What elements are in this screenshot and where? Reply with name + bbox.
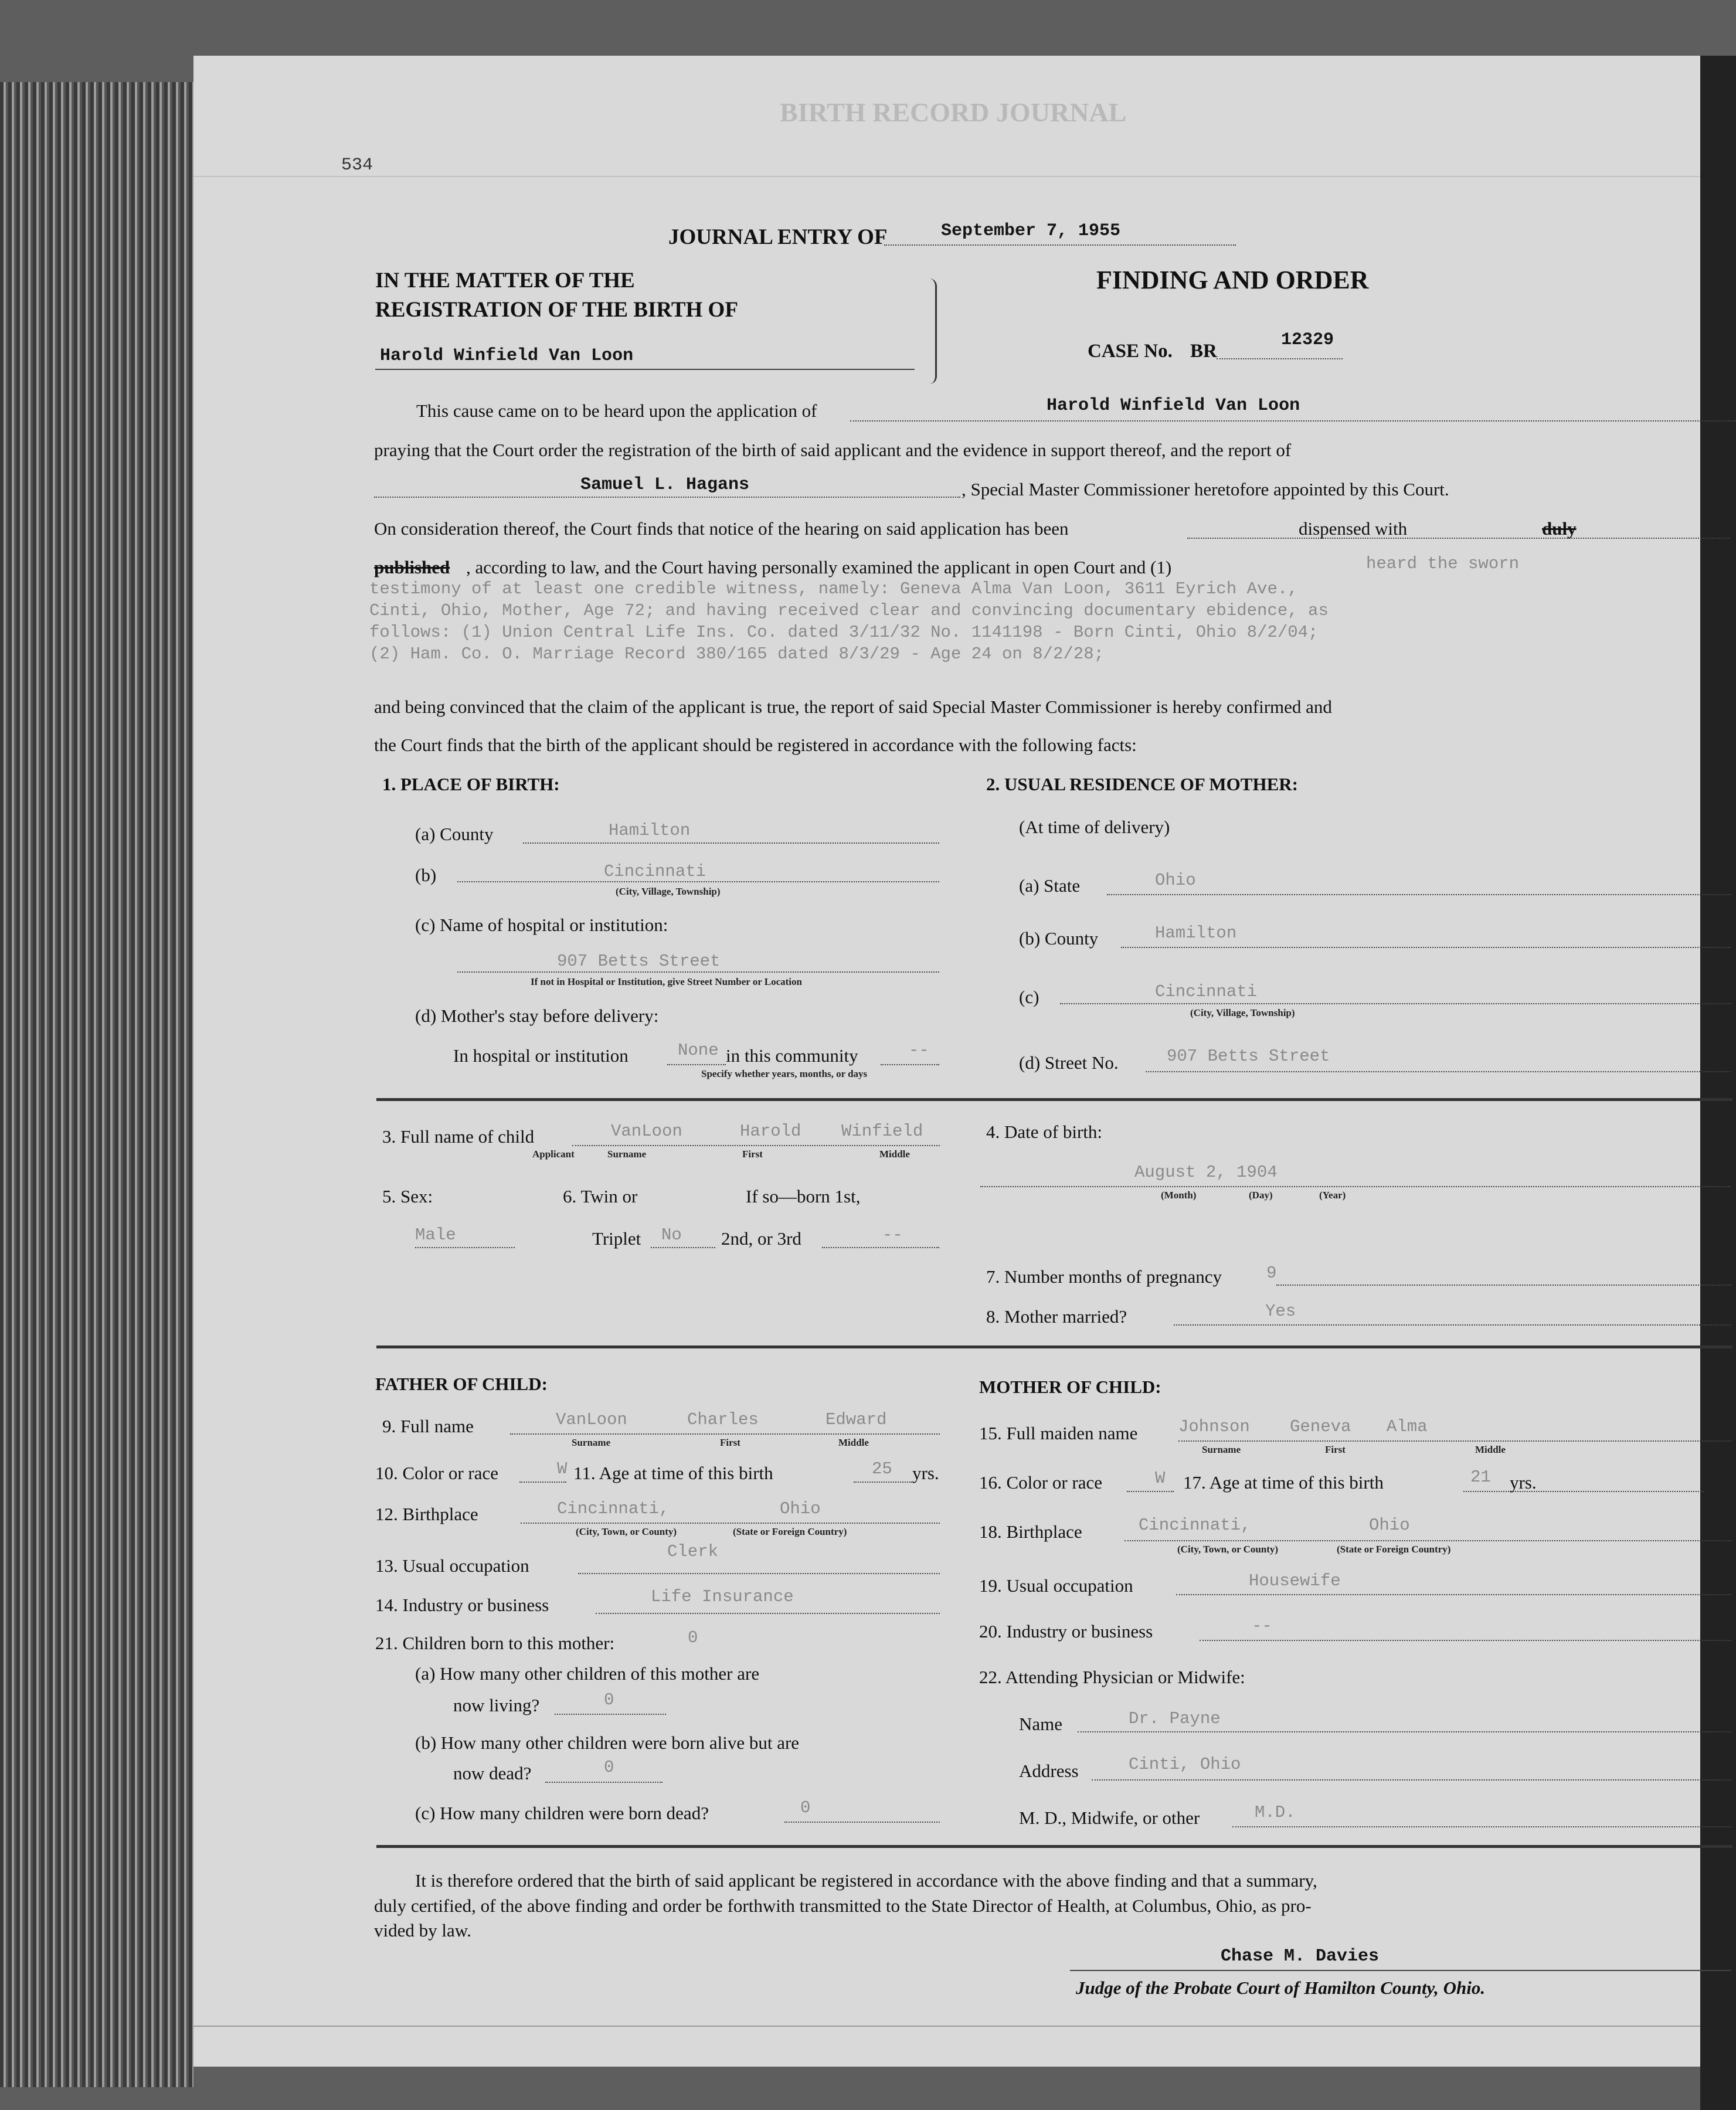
father-age: 25 xyxy=(872,1459,892,1479)
testimony-line-4: follows: (1) Union Central Life Ins. Co. dated 3/11/32 No. 1141198 - Born Cinti, Ohio 8/2/04; xyxy=(369,623,1319,642)
mother-birthplace-label: 18. Birthplace xyxy=(979,1521,1082,1542)
mother-cap-first: First xyxy=(1325,1444,1346,1455)
testimony-line-2: testimony of at least one credible witness, namely: Geneva Alma Van Loon, 3611 Eyrich Ave., xyxy=(369,579,1298,599)
pob-city-caption: (City, Village, Township) xyxy=(616,886,721,897)
physician-label: 22. Attending Physician or Midwife: xyxy=(979,1667,1245,1687)
sex-label: 5. Sex: xyxy=(382,1186,433,1207)
dob-label: 4. Date of birth: xyxy=(986,1122,1103,1142)
father-cap-city: (City, Town, or County) xyxy=(576,1526,677,1537)
mother-heading: MOTHER OF CHILD: xyxy=(979,1377,1161,1397)
children-a-line-2: now living? xyxy=(453,1695,540,1715)
mother-yrs: yrs. xyxy=(1510,1472,1537,1493)
father-birthplace-label: 12. Birthplace xyxy=(375,1504,478,1524)
mother-name-label: 15. Full maiden name xyxy=(979,1423,1138,1443)
born-order: -- xyxy=(882,1225,903,1245)
body-p1-d: On consideration thereof, the Court finds that notice of the hearing on said application has been xyxy=(374,518,1069,539)
child-first: Harold xyxy=(740,1122,801,1141)
mother-middle: Alma xyxy=(1387,1417,1428,1436)
mother-occupation: Housewife xyxy=(1249,1571,1341,1591)
father-race-label: 10. Color or race xyxy=(375,1463,499,1483)
pob-hospital-label: (c) Name of hospital or institution: xyxy=(415,915,668,935)
children-a-line-1: (a) How many other children of this mother are xyxy=(415,1663,760,1684)
physician-address-label: Address xyxy=(1019,1761,1079,1781)
mother-age-label: 17. Age at time of this birth xyxy=(1183,1472,1384,1493)
residence-sub: (At time of delivery) xyxy=(1019,817,1170,837)
sex-value: Male xyxy=(415,1225,456,1245)
pob-county: Hamilton xyxy=(609,821,691,840)
page-number-stamp: 534 xyxy=(341,155,373,175)
father-occupation-label: 13. Usual occupation xyxy=(375,1555,529,1576)
father-cap-state: (State or Foreign Country) xyxy=(733,1526,847,1537)
pob-stay-caption: Specify whether years, months, or days xyxy=(701,1068,868,1079)
matter-name: Harold Winfield Van Loon xyxy=(380,346,634,366)
pob-county-label: (a) County xyxy=(415,824,494,844)
twin-value: No xyxy=(661,1225,682,1245)
pob-stay-label: (d) Mother's stay before delivery: xyxy=(415,1005,659,1026)
res-city: Cincinnati xyxy=(1155,982,1258,1001)
pob-hospital-caption: If not in Hospital or Institution, give Street Number or Location xyxy=(531,976,802,987)
res-county: Hamilton xyxy=(1155,923,1237,943)
mother-first: Geneva xyxy=(1290,1417,1351,1436)
ghost-journal-title: BIRTH RECORD JOURNAL xyxy=(780,97,1127,127)
body-p2-a: and being convinced that the claim of the applicant is true, the report of said Special Master Commissioner is hereby confirmed and xyxy=(374,696,1332,717)
father-heading: FATHER OF CHILD: xyxy=(375,1374,548,1394)
mother-surname: Johnson xyxy=(1178,1417,1250,1436)
journal-entry-label: JOURNAL ENTRY OF xyxy=(668,225,888,249)
children-c-line: (c) How many children were born dead? xyxy=(415,1803,709,1823)
child-cap-middle: Middle xyxy=(879,1149,910,1160)
father-birthplace-state: Ohio xyxy=(780,1499,821,1518)
mother-occupation-label: 19. Usual occupation xyxy=(979,1575,1133,1596)
divider-3 xyxy=(376,1845,1732,1848)
pob-stay-community: -- xyxy=(909,1041,929,1060)
months-value: 9 xyxy=(1266,1263,1277,1283)
testimony-line-5: (2) Ham. Co. O. Marriage Record 380/165 dated 8/3/29 - Age 24 on 8/2/28; xyxy=(369,644,1105,664)
divider-1 xyxy=(376,1098,1732,1101)
father-industry: Life Insurance xyxy=(651,1587,794,1606)
divider-2 xyxy=(376,1345,1732,1348)
residence-heading: 2. USUAL RESIDENCE OF MOTHER: xyxy=(986,774,1298,794)
ghost-rule xyxy=(193,176,1700,177)
struck-published: published xyxy=(374,557,450,577)
triplet-label: Triplet xyxy=(592,1228,641,1249)
book-binding xyxy=(1700,56,1736,2110)
mother-race: W xyxy=(1155,1469,1166,1488)
child-cap-first: First xyxy=(742,1149,763,1160)
father-age-label: 11. Age at time of this birth xyxy=(573,1463,773,1483)
father-birthplace-city: Cincinnati, xyxy=(557,1499,670,1518)
pob-hospital: 907 Betts Street xyxy=(557,952,721,971)
body-p1-b: praying that the Court order the registration of the birth of said applicant and the evidence in support thereof, and the report of xyxy=(374,440,1292,460)
applicant-name: Harold Winfield Van Loon xyxy=(1047,396,1300,416)
father-race: W xyxy=(557,1459,568,1479)
months-label: 7. Number months of pregnancy xyxy=(986,1266,1222,1287)
pob-city: Cincinnati xyxy=(604,862,706,881)
body-p1-a: This cause came on to be heard upon the application of xyxy=(416,400,817,421)
res-state-label: (a) State xyxy=(1019,875,1081,896)
order-line-3: vided by law. xyxy=(374,1920,471,1941)
res-state: Ohio xyxy=(1155,871,1196,890)
place-of-birth-heading: 1. PLACE OF BIRTH: xyxy=(382,774,560,794)
father-occupation: Clerk xyxy=(667,1542,719,1561)
pob-city-label: (b) xyxy=(415,865,437,885)
res-city-caption: (City, Village, Township) xyxy=(1190,1007,1295,1018)
mother-industry-label: 20. Industry or business xyxy=(979,1621,1153,1642)
father-cap-first: First xyxy=(720,1437,740,1448)
page-bottom-rule xyxy=(193,2026,1700,2027)
children-a: 0 xyxy=(604,1690,614,1710)
notice-value: dispensed with xyxy=(1299,518,1408,539)
finding-title: FINDING AND ORDER xyxy=(1096,266,1369,294)
child-name-label: 3. Full name of child xyxy=(382,1126,535,1147)
body-p1-e: , according to law, and the Court having personally examined the applicant in open Court and (1) xyxy=(466,557,1172,577)
case-label: CASE No. xyxy=(1088,341,1173,362)
testimony-line-3: Cinti, Ohio, Mother, Age 72; and having received clear and convincing documentary ebidence, as xyxy=(369,601,1329,620)
order-line-1: It is therefore ordered that the birth of said applicant be registered in accordance with the above finding and that a summary, xyxy=(415,1870,1317,1891)
father-surname: VanLoon xyxy=(556,1410,627,1429)
commissioner-name: Samuel L. Hagans xyxy=(580,475,750,495)
dob-cap-year: (Year) xyxy=(1319,1190,1346,1201)
father-middle: Edward xyxy=(825,1410,887,1429)
pob-stay-hospital: None xyxy=(678,1041,719,1060)
born-label-2: 2nd, or 3rd xyxy=(721,1228,801,1249)
married-label: 8. Mother married? xyxy=(986,1306,1127,1327)
born-label: If so—born 1st, xyxy=(746,1186,861,1207)
struck-duly: duly xyxy=(1542,518,1577,539)
matter-line-2: REGISTRATION OF THE BIRTH OF xyxy=(375,298,738,322)
dob-cap-month: (Month) xyxy=(1161,1190,1197,1201)
children-b-line-1: (b) How many other children were born alive but are xyxy=(415,1732,800,1753)
physician-type-label: M. D., Midwife, or other xyxy=(1019,1807,1200,1828)
matter-line-1: IN THE MATTER OF THE xyxy=(375,269,635,293)
mother-age: 21 xyxy=(1470,1467,1491,1487)
children-b: 0 xyxy=(604,1758,614,1777)
dob-value: August 2, 1904 xyxy=(1134,1163,1278,1182)
children-label: 21. Children born to this mother: xyxy=(375,1633,615,1653)
married-value: Yes xyxy=(1265,1302,1296,1321)
book-page-edges xyxy=(0,82,193,2087)
body-p2-b: the Court finds that the birth of the applicant should be registered in accordance with the following facts: xyxy=(374,735,1137,755)
children-value: 0 xyxy=(688,1628,698,1647)
mother-cap-surname: Surname xyxy=(1202,1444,1241,1455)
twin-label: 6. Twin or xyxy=(563,1186,638,1207)
testimony-line-1: heard the sworn xyxy=(1366,554,1520,573)
child-cap-surname: Surname xyxy=(607,1149,647,1160)
father-cap-middle: Middle xyxy=(838,1437,869,1448)
res-street-label: (d) Street No. xyxy=(1019,1052,1119,1073)
father-industry-label: 14. Industry or business xyxy=(375,1595,549,1615)
journal-entry-date: September 7, 1955 xyxy=(941,221,1121,241)
mother-birthplace-city: Cincinnati, xyxy=(1139,1516,1251,1535)
record-page xyxy=(193,56,1700,2067)
pob-stay-community-label: in this community xyxy=(726,1045,858,1066)
mother-race-label: 16. Color or race xyxy=(979,1472,1103,1493)
dob-cap-day: (Day) xyxy=(1249,1190,1273,1201)
children-c: 0 xyxy=(800,1798,811,1817)
child-middle: Winfield xyxy=(841,1122,923,1141)
child-surname: VanLoon xyxy=(611,1122,682,1141)
children-b-line-2: now dead? xyxy=(453,1763,532,1783)
father-yrs: yrs. xyxy=(912,1463,939,1483)
mother-birthplace-state: Ohio xyxy=(1369,1516,1410,1535)
father-cap-surname: Surname xyxy=(572,1437,611,1448)
judge-title: Judge of the Probate Court of Hamilton County, Ohio. xyxy=(1076,1978,1486,1998)
father-name-label: 9. Full name xyxy=(382,1416,474,1436)
physician-address: Cinti, Ohio xyxy=(1129,1755,1241,1774)
physician-name-label: Name xyxy=(1019,1714,1063,1734)
res-county-label: (b) County xyxy=(1019,928,1099,949)
mother-cap-state: (State or Foreign Country) xyxy=(1337,1544,1451,1555)
case-number: 12329 xyxy=(1281,330,1334,350)
mother-cap-middle: Middle xyxy=(1475,1444,1506,1455)
physician-type: M.D. xyxy=(1255,1803,1296,1822)
res-city-label: (c) xyxy=(1019,987,1039,1007)
body-p1-c: , Special Master Commissioner heretofore appointed by this Court. xyxy=(962,479,1449,500)
case-prefix: BR xyxy=(1190,341,1217,362)
bracket xyxy=(929,278,937,384)
judge-signature: Chase M. Davies xyxy=(1221,1946,1380,1966)
mother-industry: -- xyxy=(1252,1616,1272,1636)
physician-name: Dr. Payne xyxy=(1129,1709,1221,1728)
res-street: 907 Betts Street xyxy=(1167,1046,1330,1066)
child-cap-applicant: Applicant xyxy=(532,1149,575,1160)
pob-stay-hospital-label: In hospital or institution xyxy=(453,1045,629,1066)
order-line-2: duly certified, of the above finding and order be forthwith transmitted to the State Director of Health, at Columbus, Ohio, as pro- xyxy=(374,1895,1312,1916)
mother-cap-city: (City, Town, or County) xyxy=(1177,1544,1279,1555)
father-first: Charles xyxy=(687,1410,759,1429)
